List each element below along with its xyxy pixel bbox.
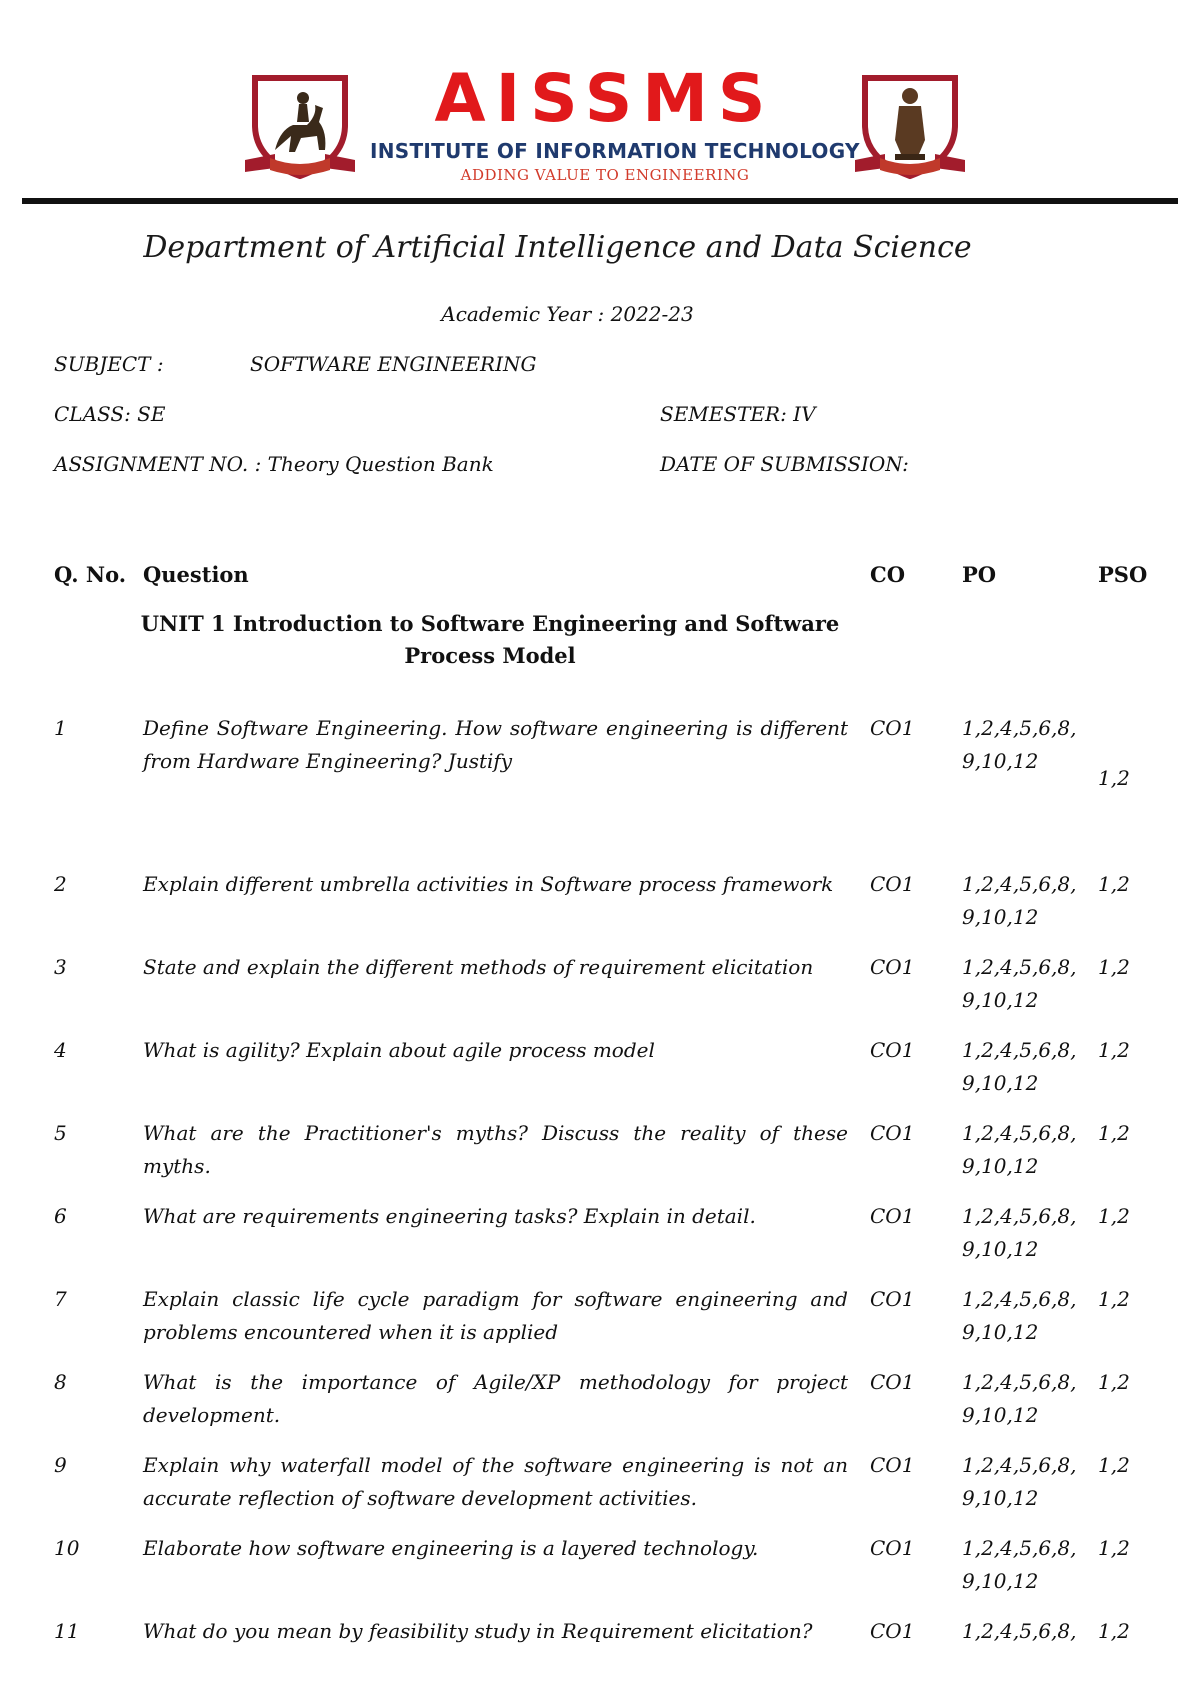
co-value: CO1 [870,1536,915,1560]
po-value: 1,2,4,5,6,8, 9,10,12 [962,1204,1077,1261]
po-value: 1,2,4,5,6,8, 9,10,12 [962,872,1077,929]
pso-value: 1,2 [1098,1619,1130,1643]
semester-field: SEMESTER: IV [660,402,816,426]
question-text: Define Software Engineering. How software engineering is different from Hardware Engineering? Justify [143,716,848,773]
question-number: 1 [54,716,67,740]
question-number: 8 [54,1370,67,1394]
question-text: What is the importance of Agile/XP methodology for project development. [143,1370,848,1427]
academic-year: Academic Year : 2022-23 [441,302,694,326]
subject-label: SUBJECT : [54,352,164,376]
question-text: Elaborate how software engineering is a layered technology. [143,1536,759,1560]
header-co: CO [870,562,906,587]
pso-value: 1,2 [1098,1453,1130,1477]
co-value: CO1 [870,1204,915,1228]
pso-value: 1,2 [1098,1536,1130,1560]
pso-value: 1,2 [1098,1038,1130,1062]
pso-value: 1,2 [1098,1121,1130,1145]
assignment-field: ASSIGNMENT NO. : Theory Question Bank [54,452,494,476]
pso-value: 1,2 [1098,1204,1130,1228]
date-of-submission-field: DATE OF SUBMISSION: [660,452,909,476]
header-qno: Q. No. [54,562,127,587]
pso-value: 1,2 [1098,872,1130,896]
letterhead [0,0,1200,215]
question-text: What is agility? Explain about agile process model [143,1038,655,1062]
co-value: CO1 [870,1619,915,1643]
co-value: CO1 [870,1370,915,1394]
question-text: State and explain the different methods of requirement elicitation [143,955,814,979]
question-text: Explain different umbrella activities in Software process framework [143,872,834,896]
brand-tagline: ADDING VALUE TO ENGINEERING [460,166,750,184]
question-number: 6 [54,1204,67,1228]
po-value: 1,2,4,5,6,8, 9,10,12 [962,1287,1077,1344]
question-number: 10 [54,1536,80,1560]
co-value: CO1 [870,872,915,896]
po-value: 1,2,4,5,6,8, 9,10,12 [962,1121,1077,1178]
co-value: CO1 [870,1287,915,1311]
po-value: 1,2,4,5,6,8, 9,10,12 [962,1453,1077,1510]
co-value: CO1 [870,716,915,740]
question-number: 4 [54,1038,67,1062]
po-value: 1,2,4,5,6,8, 9,10,12 [962,716,1077,773]
subject-value: SOFTWARE ENGINEERING [250,352,537,376]
brand-subtitle: INSTITUTE OF INFORMATION TECHNOLOGY [370,139,860,163]
header-pso: PSO [1098,562,1148,587]
header-divider [22,198,1178,204]
header-question: Question [143,562,249,587]
question-text: Explain classic life cycle paradigm for software engineering and problems encountered when it is applied [143,1287,848,1344]
question-text: What are requirements engineering tasks? Explain in detail. [143,1204,756,1228]
po-value: 1,2,4,5,6,8, 9,10,12 [962,1038,1077,1095]
question-text: Explain why waterfall model of the software engineering is not an accurate reflection of software development activities. [143,1453,848,1510]
question-number: 3 [54,955,67,979]
co-value: CO1 [870,1038,915,1062]
question-number: 7 [54,1287,67,1311]
co-value: CO1 [870,1121,915,1145]
question-text: What are the Practitioner's myths? Discuss the reality of these myths. [143,1121,848,1178]
class-field: CLASS: SE [54,402,166,426]
question-text: What do you mean by feasibility study in Requirement elicitation? [143,1619,813,1643]
po-value: 1,2,4,5,6,8, 9,10,12 [962,1370,1077,1427]
header-po: PO [962,562,997,587]
co-value: CO1 [870,1453,915,1477]
pso-value: 1,2 [1098,1370,1130,1394]
question-number: 11 [54,1619,80,1643]
statue-crest-icon [855,70,965,180]
question-number: 2 [54,872,67,896]
pso-value: 1,2 [1098,766,1130,790]
co-value: CO1 [870,955,915,979]
unit-title: UNIT 1 Introduction to Software Engineering and Software Process Model [140,611,840,668]
question-number: 5 [54,1121,67,1145]
pso-value: 1,2 [1098,1287,1130,1311]
department-title: Department of Artificial Intelligence and Data Science [143,230,972,265]
po-value: 1,2,4,5,6,8, 9,10,12 [962,955,1077,1012]
po-value: 1,2,4,5,6,8, [962,1619,1077,1643]
horse-rider-crest-icon [245,70,355,180]
brand-name: AISSMS [434,60,776,137]
pso-value: 1,2 [1098,955,1130,979]
brand-block [370,60,860,186]
po-value: 1,2,4,5,6,8, 9,10,12 [962,1536,1077,1593]
question-number: 9 [54,1453,67,1477]
